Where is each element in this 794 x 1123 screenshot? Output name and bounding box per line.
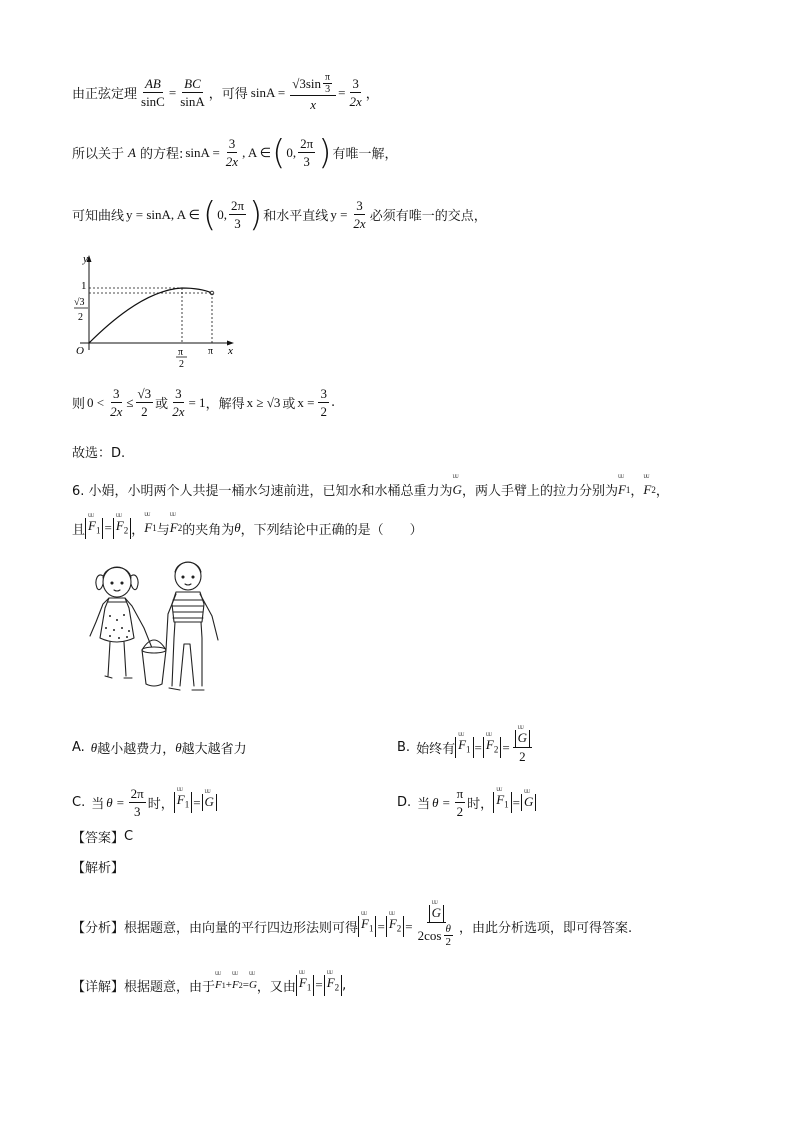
xiangjie-line: 【详解】 根据题意，由于 ᵁᵁ F 1 + ᵁᵁ F 2 = ᵁᵁ G ，又由 ᵁᵁ $F_1$ = ᵁᵁ $F_2$ , [72, 975, 346, 996]
fraction-ab-sinc: $\frac{AB}{\sin C}$ [141, 76, 165, 109]
fenxi-line: 【分析】 根据题意，由向量的平行四边形法则可得 ᵁᵁ $F_1$ = ᵁᵁ $F_2$ = ᵁᵁ G 2cos $\frac{\theta}{2}$ ，由此分析选项，即可得答案. [72, 905, 632, 948]
tick-pi: π [208, 346, 214, 357]
tick-1: 1 [81, 280, 87, 292]
fraction-2pi-3: $\frac{2\pi}{3}$ [230, 198, 245, 231]
text: 由正弦定理 [72, 87, 138, 102]
fraction-2pi-3: $\frac{2\pi}{3}$ [300, 136, 314, 169]
line-solution: 则 0 < $\frac{3}{2x}$ ≤ $\frac{√3}{2}$ 或 $\frac{3}{2x}$ = 1 ，解得 x ≥ √3 或 x = $\frac{3}{2}$ . [72, 386, 336, 419]
analysis-label-line [72, 857, 124, 876]
fraction-3-2x: $\frac{3}{2x}$ [353, 198, 366, 231]
fraction-bc-sina: $\frac{BC}{\sin A}$ [180, 76, 205, 109]
line-sine-rule: 由正弦定理 $\frac{AB}{\sin C}$ = $\frac{BC}{\sin A}$ ，可得 sinA = √3sin $\frac{\pi}{3}$ x = $\frac{3}{2x}$ ， [72, 72, 379, 112]
answer-line [72, 827, 133, 846]
tick-pi-half: π [178, 347, 184, 358]
fraction-3-2x: $\frac{3}{2x}$ [349, 76, 362, 109]
option-d[interactable]: D. 当 θ = $\frac{\pi}{2}$ 时， ᵁᵁ $F_1$ = ᵁᵁ G [397, 785, 536, 820]
analysis-label: 【解析】 [72, 861, 125, 876]
y-axis-label: y [83, 253, 88, 265]
answer-value: C [124, 829, 134, 844]
x-axis-label: x [228, 345, 233, 357]
line-equation: 所以关于 A 的方程: sinA = $\frac{3}{2x}$ , A ∈ ( 0, $\frac{2\pi}{3}$ ) 有唯一解， [72, 132, 398, 173]
fraction-sqrt3-sin: √3sin $\frac{\pi}{3}$ x [290, 72, 336, 113]
option-b[interactable]: B. 始终有 ᵁᵁ $F_1$ = ᵁᵁ $F_2$ = ᵁᵁ $\frac{G}{2}$ [397, 730, 534, 765]
fraction-3-2x: $\frac{3}{2x}$ [225, 136, 239, 169]
sine-graph [72, 250, 242, 370]
question-6-line2: 且 ᵁᵁ $F_1$ = ᵁᵁ $F_2$ ， ᵁᵁ F 1 与 ᵁᵁ F 2 的夹角为 θ ，下列结论中正确的是（ ） [72, 518, 423, 539]
children-carrying-bucket-illustration [72, 558, 232, 703]
answer-label: 【答案】 [72, 831, 125, 846]
tick-2: 2 [78, 312, 83, 323]
origin-label: O [76, 345, 84, 357]
line-choose: 故选：D. [72, 446, 126, 461]
tick-2-den: 2 [179, 359, 184, 370]
option-a[interactable]: A. θ 越小越费力， θ 越大越省力 [72, 739, 247, 757]
option-c[interactable]: C. 当 θ = $\frac{2\pi}{3}$ 时， ᵁᵁ $F_1$ = ᵁᵁ G [72, 785, 217, 820]
line-curve: 可知曲线 y = sinA, A ∈ ( 0, $\frac{2\pi}{3}$ ) 和水平直线 y = $\frac{3}{2x}$ 必须有唯一的交点， [72, 194, 487, 235]
tick-sqrt3: √3 [74, 297, 85, 308]
question-6-line1: 6. 小娟，小明两个人共提一桶水匀速前进，已知水和水桶总重力为 ᵁᵁ G ，两人手臂上的拉力分别为 ᵁᵁ F 1 ， ᵁᵁ F 2 ， [72, 480, 669, 499]
